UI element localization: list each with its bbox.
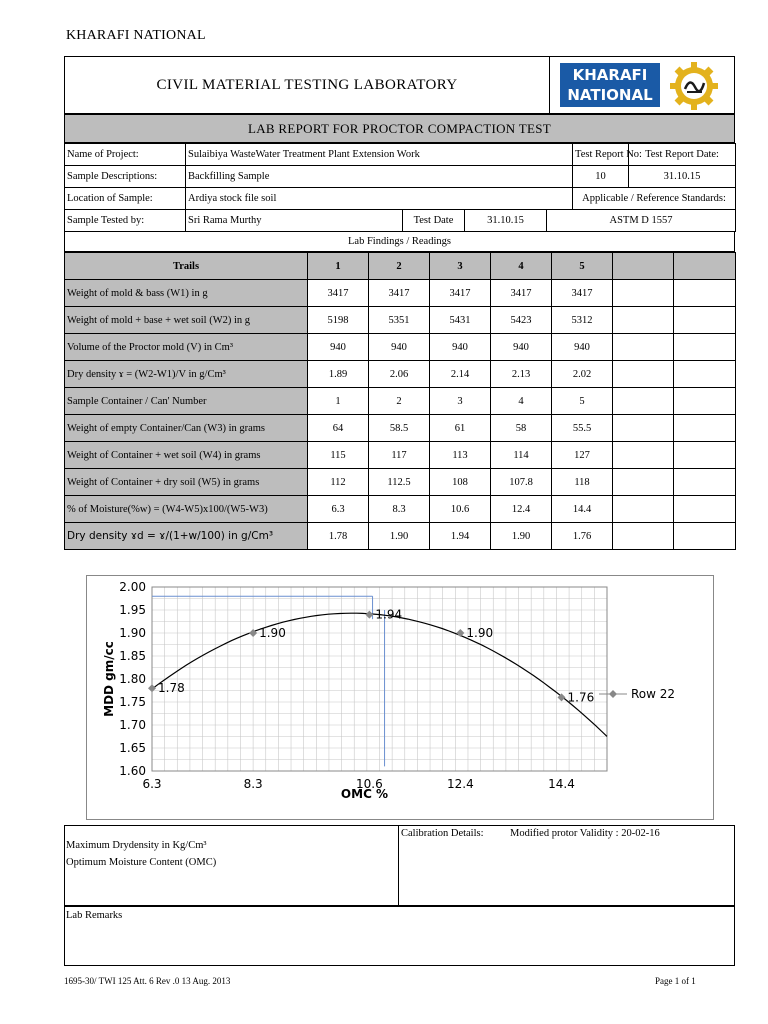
row-value: 55.5 [552, 415, 613, 442]
row-value [674, 280, 736, 307]
readings-header-row [65, 253, 736, 280]
row-value: 1.90 [491, 523, 552, 550]
x-tick-label: 10.6 [356, 777, 383, 791]
tested-by-label: Sample Tested by: [65, 210, 186, 232]
row-value: 3417 [369, 280, 430, 307]
row-value: 118 [552, 469, 613, 496]
x-tick-label: 8.3 [243, 777, 263, 791]
row-value [674, 307, 736, 334]
test-date-label: Test Date [403, 210, 465, 232]
project-value: Sulaibiya WasteWater Treatment Plant Extension Work [186, 144, 573, 166]
row-value [613, 442, 674, 469]
remarks-box [64, 906, 735, 966]
lab-title: CIVIL MATERIAL TESTING LABORATORY [64, 56, 550, 114]
sample-desc-label: Sample Descriptions: [65, 166, 186, 188]
row-value: 2 [369, 388, 430, 415]
row-value [674, 442, 736, 469]
row-value: 58.5 [369, 415, 430, 442]
row-value: 2.14 [430, 361, 491, 388]
row-value: 113 [430, 442, 491, 469]
findings-label: Lab Findings / Readings [64, 231, 735, 252]
row-value: 1.78 [308, 523, 369, 550]
y-tick-label: 1.85 [119, 649, 146, 663]
row-value: 112.5 [369, 469, 430, 496]
row-value [674, 415, 736, 442]
table-row [65, 442, 736, 469]
data-point [456, 629, 464, 637]
row-value: 2.06 [369, 361, 430, 388]
table-row [65, 469, 736, 496]
row-value: 4 [491, 388, 552, 415]
row-value: 3417 [491, 280, 552, 307]
table-row [65, 523, 736, 550]
row-label: Volume of the Proctor mold (V) in Cm³ [65, 334, 308, 361]
row-value: 108 [430, 469, 491, 496]
trail-header-4: 4 [491, 253, 552, 280]
row-value: 5351 [369, 307, 430, 334]
x-axis-label: OMC % [340, 787, 389, 801]
project-label: Name of Project: [65, 144, 186, 166]
row-value: 3417 [552, 280, 613, 307]
row-label: Weight of mold & bass (W1) in g [65, 280, 308, 307]
row-value: 6.3 [308, 496, 369, 523]
row-value [674, 523, 736, 550]
project-info-table [64, 143, 736, 232]
data-point [148, 684, 156, 692]
report-date-value: 31.10.15 [629, 166, 736, 188]
row-value [613, 469, 674, 496]
table-row [65, 388, 736, 415]
row-value: 117 [369, 442, 430, 469]
row-value: 114 [491, 442, 552, 469]
row-value: 12.4 [491, 496, 552, 523]
row-value [674, 496, 736, 523]
sample-desc-value: Backfilling Sample [186, 166, 573, 188]
trail-header-6 [613, 253, 674, 280]
row-value [613, 388, 674, 415]
x-tick-label: 6.3 [142, 777, 162, 791]
data-label: 1.78 [158, 681, 185, 696]
row-value: 115 [308, 442, 369, 469]
report-no-value: 10 [573, 166, 629, 188]
footer-doc-ref: 1695-30/ TWI 125 Att. 6 Rev .0 13 Aug. 2013 [64, 976, 231, 986]
row-value [613, 523, 674, 550]
row-label: Dry density ɤd = ɤ/(1+w/100) in g/Cm³ [65, 523, 308, 550]
row-value: 3417 [308, 280, 369, 307]
table-row [65, 334, 736, 361]
row-value: 112 [308, 469, 369, 496]
report-no-label: Test Report No: [573, 144, 629, 166]
row-value [613, 415, 674, 442]
row-value: 5 [552, 388, 613, 415]
mdd-label: Maximum Drydensity in Kg/Cm³ [66, 840, 207, 851]
data-label: 1.76 [567, 690, 595, 705]
readings-table [64, 252, 736, 550]
row-value [674, 361, 736, 388]
y-tick-label: 1.90 [119, 626, 146, 640]
row-value: 5198 [308, 307, 369, 334]
logo-line-1: KHARAFI [572, 66, 648, 84]
row-value [674, 334, 736, 361]
legend-marker [609, 690, 617, 698]
row-label: Dry density ɤ = (W2-W1)/V in g/Cm³ [65, 361, 308, 388]
data-label: 1.90 [466, 626, 494, 640]
row-value: 940 [552, 334, 613, 361]
trail-header-7 [674, 253, 736, 280]
row-value [613, 334, 674, 361]
y-tick-label: 1.70 [119, 718, 146, 732]
footer-page: Page 1 of 1 [655, 976, 696, 986]
table-row [65, 280, 736, 307]
gear-logo-icon [668, 61, 720, 111]
row-value: 940 [308, 334, 369, 361]
company-logo [549, 56, 735, 114]
row-value: 64 [308, 415, 369, 442]
row-value: 5312 [552, 307, 613, 334]
row-value: 8.3 [369, 496, 430, 523]
row-value: 1 [308, 388, 369, 415]
row-value: 2.13 [491, 361, 552, 388]
x-tick-label: 12.4 [447, 777, 474, 791]
legend-label: Row 22 [631, 687, 676, 701]
row-value: 58 [491, 415, 552, 442]
row-value: 1.89 [308, 361, 369, 388]
row-label: Weight of mold + base + wet soil (W2) in g [65, 307, 308, 334]
logo-line-2: NATIONAL [567, 86, 653, 104]
trail-header-1: 1 [308, 253, 369, 280]
remarks-label: Lab Remarks [66, 910, 123, 921]
trail-header-2: 2 [369, 253, 430, 280]
compaction-chart-svg [87, 576, 713, 819]
row-value: 1.76 [552, 523, 613, 550]
standard-value: ASTM D 1557 [547, 210, 736, 232]
table-row [65, 307, 736, 334]
y-tick-label: 1.80 [119, 672, 146, 686]
row-label: Sample Container / Can' Number [65, 388, 308, 415]
y-tick-label: 1.60 [119, 764, 146, 778]
calibration-value: Modified protor Validity : 20-02-16 [510, 828, 660, 839]
tested-by-value: Sri Rama Murthy [186, 210, 403, 232]
company-header: KHARAFI NATIONAL [66, 28, 206, 43]
row-value: 940 [369, 334, 430, 361]
data-label: 1.90 [259, 626, 286, 640]
row-value: 1.90 [369, 523, 430, 550]
row-value [613, 307, 674, 334]
y-tick-label: 1.95 [119, 603, 146, 617]
row-value [613, 496, 674, 523]
row-value: 2.02 [552, 361, 613, 388]
y-tick-label: 1.65 [119, 741, 146, 755]
row-value [674, 388, 736, 415]
table-row [65, 361, 736, 388]
table-row [65, 415, 736, 442]
row-value: 107.8 [491, 469, 552, 496]
trail-header-3: 3 [430, 253, 491, 280]
x-tick-label: 14.4 [548, 777, 575, 791]
compaction-chart [86, 575, 714, 820]
row-value: 3417 [430, 280, 491, 307]
row-value: 5431 [430, 307, 491, 334]
results-divider [398, 825, 399, 906]
row-label: Weight of Container + wet soil (W4) in grams [65, 442, 308, 469]
location-label: Location of Sample: [65, 188, 186, 210]
omc-label: Optimum Moisture Content (OMC) [66, 857, 217, 868]
table-row [65, 496, 736, 523]
test-date-value: 31.10.15 [465, 210, 547, 232]
row-label: Weight of empty Container/Can (W3) in grams [65, 415, 308, 442]
location-value: Ardiya stock file soil [186, 188, 573, 210]
report-title: LAB REPORT FOR PROCTOR COMPACTION TEST [64, 114, 735, 143]
row-value [674, 469, 736, 496]
row-value: 1.94 [430, 523, 491, 550]
data-label: 1.94 [375, 607, 403, 622]
row-value: 61 [430, 415, 491, 442]
y-tick-label: 2.00 [119, 580, 146, 594]
logo-wordmark [560, 63, 660, 107]
row-value: 127 [552, 442, 613, 469]
row-value: 3 [430, 388, 491, 415]
row-label: % of Moisture(%w) = (W4-W5)x100/(W5-W3) [65, 496, 308, 523]
row-value: 940 [491, 334, 552, 361]
standards-label: Applicable / Reference Standards: [573, 188, 736, 210]
trails-header: Trails [65, 253, 308, 280]
y-tick-label: 1.75 [119, 695, 146, 709]
calibration-label: Calibration Details: [401, 828, 484, 839]
report-date-label: Test Report Date: [629, 144, 736, 166]
row-value [613, 280, 674, 307]
row-value: 940 [430, 334, 491, 361]
y-axis-label: MDD gm/cc [102, 641, 116, 717]
row-value [613, 361, 674, 388]
row-value: 5423 [491, 307, 552, 334]
row-value: 14.4 [552, 496, 613, 523]
row-label: Weight of Container + dry soil (W5) in grams [65, 469, 308, 496]
row-value: 10.6 [430, 496, 491, 523]
trail-header-5: 5 [552, 253, 613, 280]
